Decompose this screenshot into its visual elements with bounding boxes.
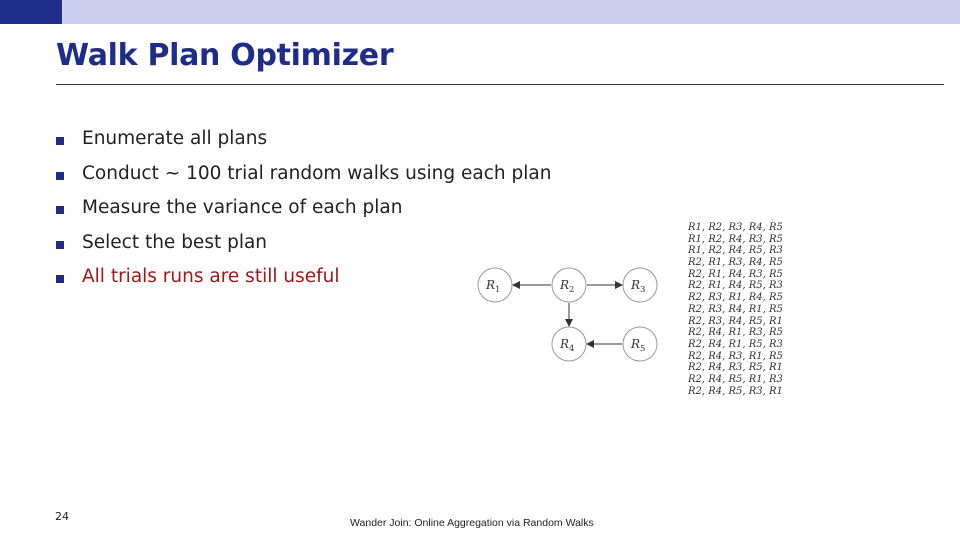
square-bullet-icon <box>56 172 64 180</box>
graph-node-r3 <box>623 268 657 302</box>
svg-text:R: R <box>560 278 570 292</box>
svg-text:4: 4 <box>569 344 575 354</box>
footer-text: Wander Join: Online Aggregation via Random Walks <box>350 517 594 529</box>
square-bullet-icon <box>56 275 64 283</box>
svg-text:R: R <box>631 278 641 292</box>
svg-text:R: R <box>560 337 570 351</box>
graph-node-r4 <box>552 327 586 361</box>
square-bullet-icon <box>56 241 64 249</box>
walk-plan: R2, R4, R1, R5, R3 <box>688 338 783 350</box>
bullet-text: Conduct ~ 100 trial random walks using each plan <box>82 162 552 184</box>
square-bullet-icon <box>56 137 64 145</box>
walk-plan: R2, R3, R4, R1, R5 <box>688 303 783 315</box>
bullet-text: Measure the variance of each plan <box>82 197 403 218</box>
join-graph-diagram <box>470 260 670 370</box>
slide-title: Walk Plan Optimizer <box>56 38 394 73</box>
walk-plan: R2, R3, R1, R4, R5 <box>688 292 783 304</box>
svg-text:2: 2 <box>569 285 575 295</box>
walk-plan: R2, R1, R3, R4, R5 <box>688 257 783 269</box>
walk-plan-list <box>688 222 783 397</box>
graph-node-r1 <box>478 268 512 302</box>
walk-plan: R1, R2, R4, R3, R5 <box>688 233 783 245</box>
walk-plan: R2, R1, R4, R5, R3 <box>688 280 783 292</box>
walk-plan: R2, R4, R1, R3, R5 <box>688 327 783 339</box>
walk-plan: R2, R4, R5, R3, R1 <box>688 385 783 397</box>
svg-text:5: 5 <box>640 344 646 354</box>
walk-plan: R2, R4, R3, R5, R1 <box>688 362 783 374</box>
svg-text:3: 3 <box>640 285 646 295</box>
walk-plan: R2, R3, R4, R5, R1 <box>688 315 783 327</box>
walk-plan: R1, R2, R3, R4, R5 <box>688 222 783 233</box>
svg-text:R: R <box>486 278 496 292</box>
bullet-text: Enumerate all plans <box>82 128 268 149</box>
walk-plan: R1, R2, R4, R5, R3 <box>688 245 783 257</box>
walk-plan: R2, R4, R3, R1, R5 <box>688 350 783 362</box>
square-bullet-icon <box>56 206 64 214</box>
svg-text:1: 1 <box>495 285 501 295</box>
svg-text:R: R <box>631 337 641 351</box>
walk-plan: R2, R1, R4, R3, R5 <box>688 268 783 280</box>
bullet-text: Select the best plan <box>82 231 268 253</box>
page-number: 24 <box>55 510 69 523</box>
top-bar-accent <box>0 0 62 24</box>
graph-node-r2 <box>552 268 586 302</box>
bullet-text-highlight: All trials runs are still useful <box>82 266 340 287</box>
title-divider <box>56 84 944 85</box>
walk-plan: R2, R4, R5, R1, R3 <box>688 373 783 385</box>
top-bar <box>0 0 960 24</box>
graph-node-r5 <box>623 327 657 361</box>
